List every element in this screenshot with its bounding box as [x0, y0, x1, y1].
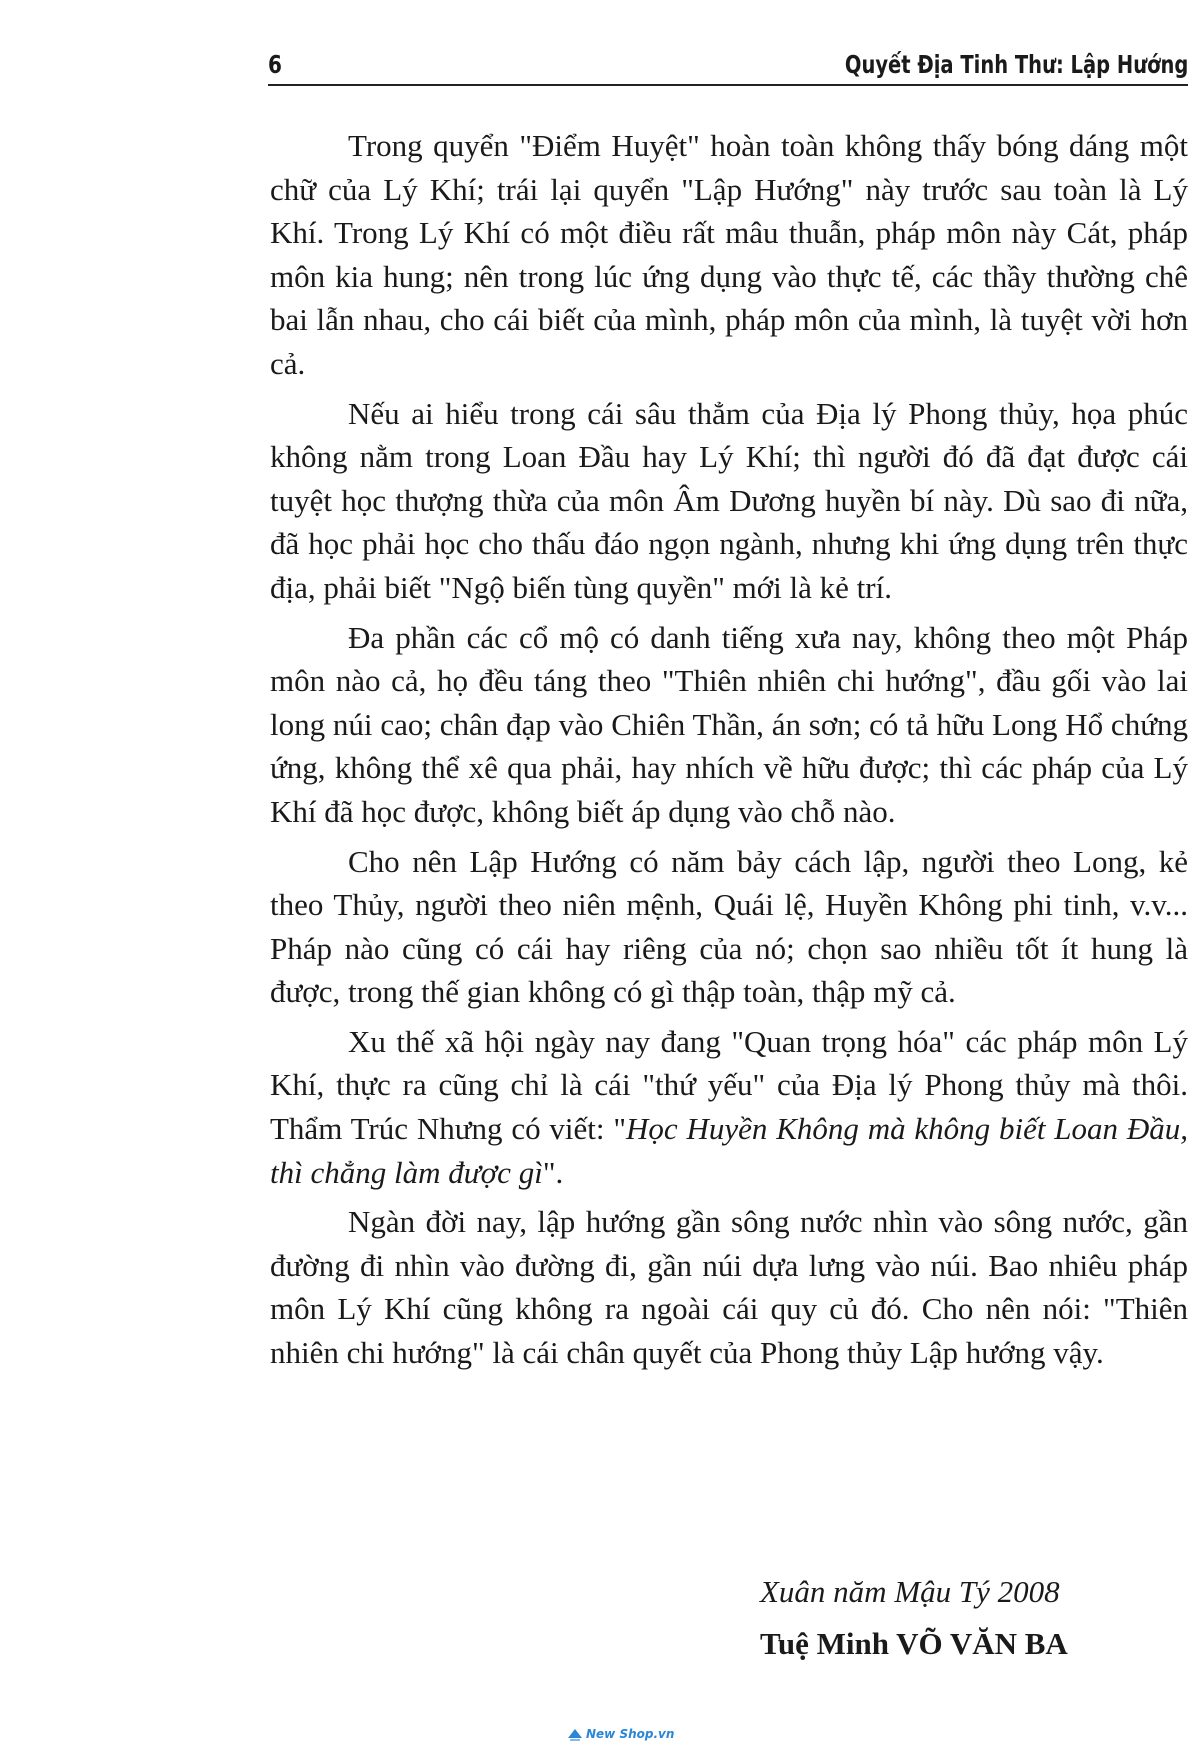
paragraph-2: Nếu ai hiểu trong cái sâu thẳm của Địa lý Phong thủy, họa phúc không nằm trong Loan Đầu hay Lý Khí; thì người đó đã đạt được cái tuyệt học thượng thừa của môn Âm Dương huyền bí này. Dù sao đi nữa, đã học phải học cho thấu đáo ngọn ngành, nhưng khi ứng dụng trên thực địa, phải biết "Ngộ biến tùng quyền" mới là kẻ trí.	[270, 395, 1188, 605]
signature-author: Tuệ Minh VÕ VĂN BA	[760, 1626, 1068, 1661]
signature-block	[760, 1568, 1068, 1668]
paragraph-4: Cho nên Lập Hướng có năm bảy cách lập, người theo Long, kẻ theo Thủy, người theo niên mệnh, Quái lệ, Huyền Không phi tinh, v.v... Pháp nào cũng có cái hay riêng của nó; chọn sao nhiều tốt ít hung là được, trong thế gian không có gì thập toàn, thập mỹ cả.	[270, 843, 1188, 1010]
body-text	[270, 124, 1188, 1381]
quote-italic: Học Huyền Không mà không biết Loan Đầu, thì chẳng làm được gì	[270, 1111, 1188, 1190]
paragraph-1: Trong quyển "Điểm Huyệt" hoàn toàn không thấy bóng dáng một chữ của Lý Khí; trái lại quyển "Lập Hướng" này trước sau toàn là Lý Khí. Trong Lý Khí có một điều rất mâu thuẫn, pháp môn này Cát, pháp môn kia hung; nên trong lúc ứng dụng vào thực tế, các thầy thường chê bai lẫn nhau, cho cái biết của mình, pháp môn của mình, là tuyệt vời hơn cả.	[270, 128, 1188, 381]
page-number: 6	[268, 50, 282, 79]
paragraph-3: Đa phần các cổ mộ có danh tiếng xưa nay, không theo một Pháp môn nào cả, họ đều táng theo "Thiên nhiên chi hướng", đầu gối vào lai long núi cao; chân đạp vào Chiên Thần, án sơn; có tả hữu Long Hổ chứng ứng, không thể xê qua phải, hay nhích về hữu được; thì các pháp của Lý Khí đã học được, không biết áp dụng vào chỗ nào.	[270, 619, 1188, 829]
signature-date: Xuân năm Mậu Tý 2008	[760, 1574, 1060, 1609]
watermark-text: New Shop.vn	[586, 1727, 675, 1741]
paragraph-5-text: Xu thế xã hội ngày nay đang "Quan trọng hóa" các pháp môn Lý Khí, thực ra cũng chỉ là cái "thứ yếu" của Địa lý Phong thủy mà thôi. Thẩm Trúc Nhưng có viết: "	[270, 1023, 1188, 1147]
paragraph-5-end: ".	[542, 1154, 564, 1190]
paragraph-5	[270, 1020, 1188, 1194]
logo-icon	[567, 1727, 583, 1741]
paragraph-6: Ngàn đời nay, lập hướng gần sông nước nhìn vào sông nước, gần đường đi nhìn vào đường đi, gần núi dựa lưng vào núi. Bao nhiêu pháp môn Lý Khí cũng không ra ngoài cái quy củ đó. Cho nên nói: "Thiên nhiên chi hướng" là cái chân quyết của Phong thủy Lập hướng vậy.	[270, 1204, 1188, 1371]
running-header	[268, 44, 1188, 86]
book-title: Quyết Địa Tinh Thư: Lập Hướng	[844, 50, 1188, 79]
watermark	[567, 1725, 674, 1743]
